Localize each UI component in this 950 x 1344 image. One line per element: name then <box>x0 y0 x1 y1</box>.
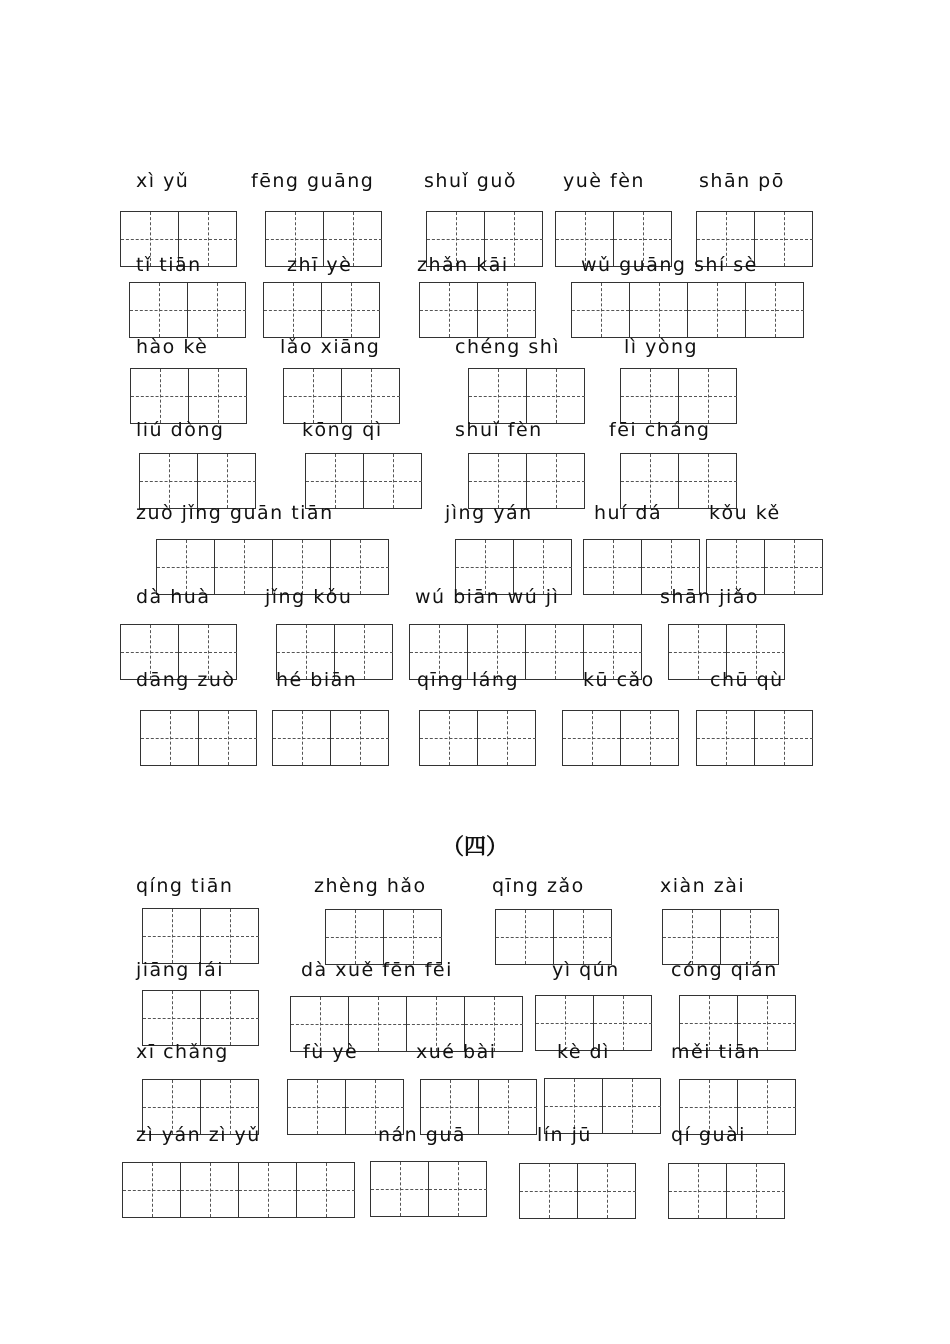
pinyin-word: shuǐ guǒ <box>424 170 518 192</box>
pinyin-word: xì yǔ <box>136 170 190 192</box>
pinyin-word: cóng qián <box>671 959 778 981</box>
pinyin-word: hé biān <box>276 669 358 691</box>
pinyin-word: fù yè <box>303 1041 359 1063</box>
pinyin-word: shān pō <box>699 170 785 192</box>
pinyin-word: zhǎn kāi <box>417 254 509 276</box>
writing-grid[interactable] <box>419 710 536 766</box>
pinyin-word: nán guā <box>378 1124 467 1146</box>
pinyin-word: kǒu kě <box>709 502 781 524</box>
pinyin-word: kè dì <box>557 1041 610 1063</box>
pinyin-word: fēng guāng <box>251 170 375 192</box>
writing-grid[interactable] <box>142 908 259 964</box>
writing-grid[interactable] <box>495 909 612 965</box>
pinyin-word: lín jū <box>537 1124 592 1146</box>
writing-grid[interactable] <box>620 368 737 424</box>
pinyin-word: huí dá <box>594 502 663 524</box>
pinyin-word: dà xuě fēn fēi <box>301 959 453 981</box>
pinyin-word: qí guài <box>671 1124 746 1146</box>
writing-grid[interactable] <box>571 282 804 338</box>
writing-grid[interactable] <box>129 282 246 338</box>
pinyin-word: dà huà <box>136 586 211 608</box>
writing-grid[interactable] <box>519 1163 636 1219</box>
pinyin-word: lì yòng <box>624 336 699 358</box>
writing-grid[interactable] <box>142 990 259 1046</box>
pinyin-word: shuǐ fèn <box>455 419 543 441</box>
pinyin-word: zhèng hǎo <box>314 875 427 897</box>
writing-grid[interactable] <box>263 282 380 338</box>
writing-grid[interactable] <box>620 453 737 509</box>
pinyin-word: qíng tiān <box>136 875 234 897</box>
pinyin-word: wú biān wú jì <box>415 586 560 608</box>
writing-grid[interactable] <box>140 710 257 766</box>
pinyin-word: xué bài <box>416 1041 497 1063</box>
pinyin-word: xiàn zài <box>660 875 746 897</box>
pinyin-word: qīng zǎo <box>492 875 585 897</box>
pinyin-word: zhī yè <box>287 254 353 276</box>
pinyin-word: hào kè <box>136 336 209 358</box>
pinyin-word: lǎo xiāng <box>280 336 381 358</box>
section-heading: （四） <box>441 834 508 860</box>
pinyin-word: xī chǎng <box>136 1041 229 1063</box>
pinyin-word: jǐng kǒu <box>265 586 353 608</box>
writing-grid[interactable] <box>130 368 247 424</box>
pinyin-word: jiāng lái <box>136 959 225 981</box>
writing-grid[interactable] <box>283 368 400 424</box>
writing-grid[interactable] <box>370 1161 487 1217</box>
writing-grid[interactable] <box>122 1162 355 1218</box>
pinyin-word: měi tiān <box>671 1041 761 1063</box>
pinyin-word: qīng láng <box>417 669 520 691</box>
pinyin-word: dāng zuò <box>136 669 236 691</box>
pinyin-word: chū qù <box>710 669 784 691</box>
writing-grid[interactable] <box>668 1163 785 1219</box>
pinyin-word: liú dòng <box>136 419 225 441</box>
writing-grid[interactable] <box>562 710 679 766</box>
writing-grid[interactable] <box>139 453 256 509</box>
writing-grid[interactable] <box>662 909 779 965</box>
pinyin-word: zuò jǐng guān tiān <box>136 502 334 524</box>
writing-grid[interactable] <box>696 710 813 766</box>
pinyin-word: kū cǎo <box>583 669 655 691</box>
writing-grid[interactable] <box>272 710 389 766</box>
writing-grid[interactable] <box>468 453 585 509</box>
pinyin-word: yì qún <box>552 959 620 981</box>
pinyin-word: kōng qì <box>302 419 383 441</box>
pinyin-word: tǐ tiān <box>136 254 202 276</box>
pinyin-word: yuè fèn <box>563 170 645 192</box>
pinyin-word: wǔ guāng shí sè <box>581 254 758 276</box>
writing-grid[interactable] <box>419 282 536 338</box>
pinyin-word: fēi cháng <box>609 419 711 441</box>
pinyin-word: jìng yán <box>445 502 533 524</box>
writing-grid[interactable] <box>325 909 442 965</box>
writing-grid[interactable] <box>305 453 422 509</box>
pinyin-word: zì yán zì yǔ <box>136 1124 261 1146</box>
writing-grid[interactable] <box>468 368 585 424</box>
pinyin-word: shān jiǎo <box>660 586 759 608</box>
pinyin-word: chéng shì <box>455 336 561 358</box>
